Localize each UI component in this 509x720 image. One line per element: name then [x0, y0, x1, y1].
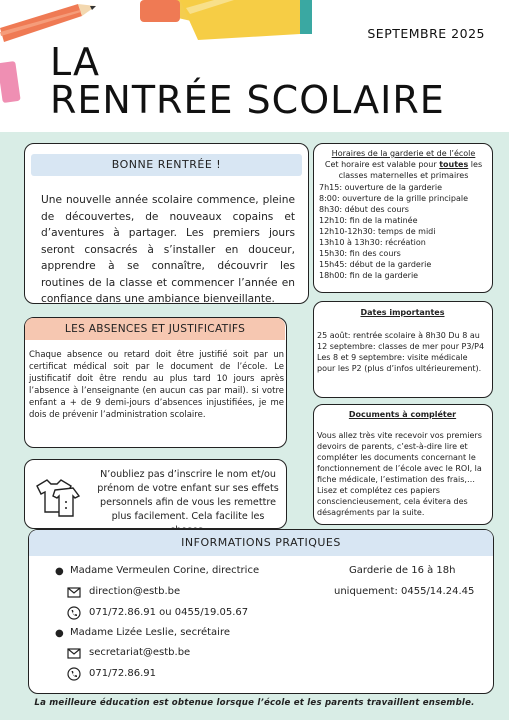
hours-sub-post: les classes maternelles et primaires	[338, 160, 483, 180]
dates-title: Dates importantes	[360, 308, 445, 317]
hours-item: 7h15: ouverture de la garderie	[319, 183, 443, 192]
bullet-icon: ●	[55, 628, 64, 639]
hours-item: 15h45: début de la garderie	[319, 260, 432, 269]
absences-heading: LES ABSENCES ET JUSTIFICATIFS	[25, 318, 285, 340]
absences-text: Chaque absence ou retard doit être justifié soit par un certificat médical soit par le document de l’école. Le justificatif doit être rendu au plus tard 10 jours après l’absence à l’enseignante (en aucun cas par mail). si votre enfant a + de 9 demi-jours d’absences injustifiées, je me dois de prévenir l’administration scolaire.	[29, 350, 284, 420]
practical-info-heading: INFORMATIONS PRATIQUES	[29, 530, 493, 556]
documents-text: Vous allez très vite recevoir vos premiers devoirs de parents, c’est-à-dire lire et compléter les documents concernant le fonctionnement de l’école avec le ROI, la fiche médicale, l’estimation des frais,… Lisez et complétez ces papiers consciencieusement, cela évitera des désagréments par la suite.	[317, 431, 482, 517]
phone-icon	[67, 667, 81, 681]
email-icon	[67, 646, 81, 660]
hours-item: 8:00: ouverture de la grille principale	[319, 194, 469, 203]
secretary-phone[interactable]: 071/72.86.91	[89, 668, 156, 679]
orange-pencil-icon	[0, 4, 96, 42]
hours-title: Horaires de la garderie et de l’école	[331, 149, 476, 158]
director-phone[interactable]: 071/72.86.91 ou 0455/19.05.67	[89, 607, 249, 618]
welcome-text: Une nouvelle année scolaire commence, pleine de découvertes, de nouveaux copains et d’aventures à partager. Les premiers jours seront consacrés à s’installer en douceur, apprendre à se connaître, découvrir les routines de la classe et commencer l’année en confiance dans une ambiance bienveillante.	[41, 194, 295, 305]
garderie-phone[interactable]: uniquement: 0455/14.24.45	[334, 586, 475, 597]
clothes-icon	[33, 472, 83, 520]
documents-section	[313, 404, 493, 525]
bullet-icon: ●	[55, 566, 64, 577]
welcome-heading: BONNE RENTRÉE !	[31, 154, 302, 176]
date-label: SEPTEMBRE 2025	[367, 26, 485, 41]
eraser-icon	[0, 61, 21, 103]
welcome-section	[24, 143, 309, 304]
director-name: Madame Vermeulen Corine, directrice	[70, 565, 260, 576]
hours-list	[319, 182, 488, 281]
email-icon	[67, 585, 81, 599]
secretary-name: Madame Lizée Leslie, secrétaire	[70, 627, 230, 638]
hours-sub-bold: toutes	[439, 160, 469, 169]
page-title-line1: LA	[50, 40, 101, 84]
garderie-hours: Garderie de 16 à 18h	[349, 565, 456, 576]
absences-section	[24, 317, 287, 448]
hours-item: 15h30: fin des cours	[319, 249, 401, 258]
hours-item: 13h10 à 13h30: récréation	[319, 238, 426, 247]
hours-item: 18h00: fin de la garderie	[319, 271, 419, 280]
hours-item: 8h30: début des cours	[319, 205, 409, 214]
hours-item: 12h10: fin de la matinée	[319, 216, 418, 225]
names-reminder-section	[24, 459, 287, 529]
documents-title: Documents à compléter	[348, 410, 457, 419]
hours-section	[313, 143, 493, 293]
yellow-pencil-icon	[170, 0, 312, 40]
phone-icon	[67, 606, 81, 620]
director-email[interactable]: direction@estb.be	[89, 586, 181, 597]
footer-quote: La meilleure éducation est obtenue lorsque l’école et les parents travaillent ensemble.	[34, 698, 475, 708]
hours-item: 12h10-12h30: temps de midi	[319, 227, 436, 236]
page-title-line2: RENTRÉE SCOLAIRE	[50, 78, 445, 122]
dates-text: 25 août: rentrée scolaire à 8h30 Du 8 au 12 septembre: classes de mer pour P3/P4 Les 8 et 9 septembre: visite médicale pour les P2 (plus d’infos ultérieurement).	[317, 331, 485, 373]
sharpener-icon	[140, 0, 180, 22]
hours-sub-pre: Cet horaire est valable pour	[324, 160, 440, 169]
practical-info-section	[28, 529, 494, 694]
hours-subtitle	[319, 159, 488, 181]
dates-section	[313, 301, 493, 398]
secretary-email[interactable]: secretariat@estb.be	[89, 647, 191, 658]
names-reminder-text: N’oubliez pas d’inscrire le nom et/ou prénom de votre enfant sur ses effets personnels afin de vous les remettre plus facilement. Cela facilite les	[97, 469, 279, 522]
